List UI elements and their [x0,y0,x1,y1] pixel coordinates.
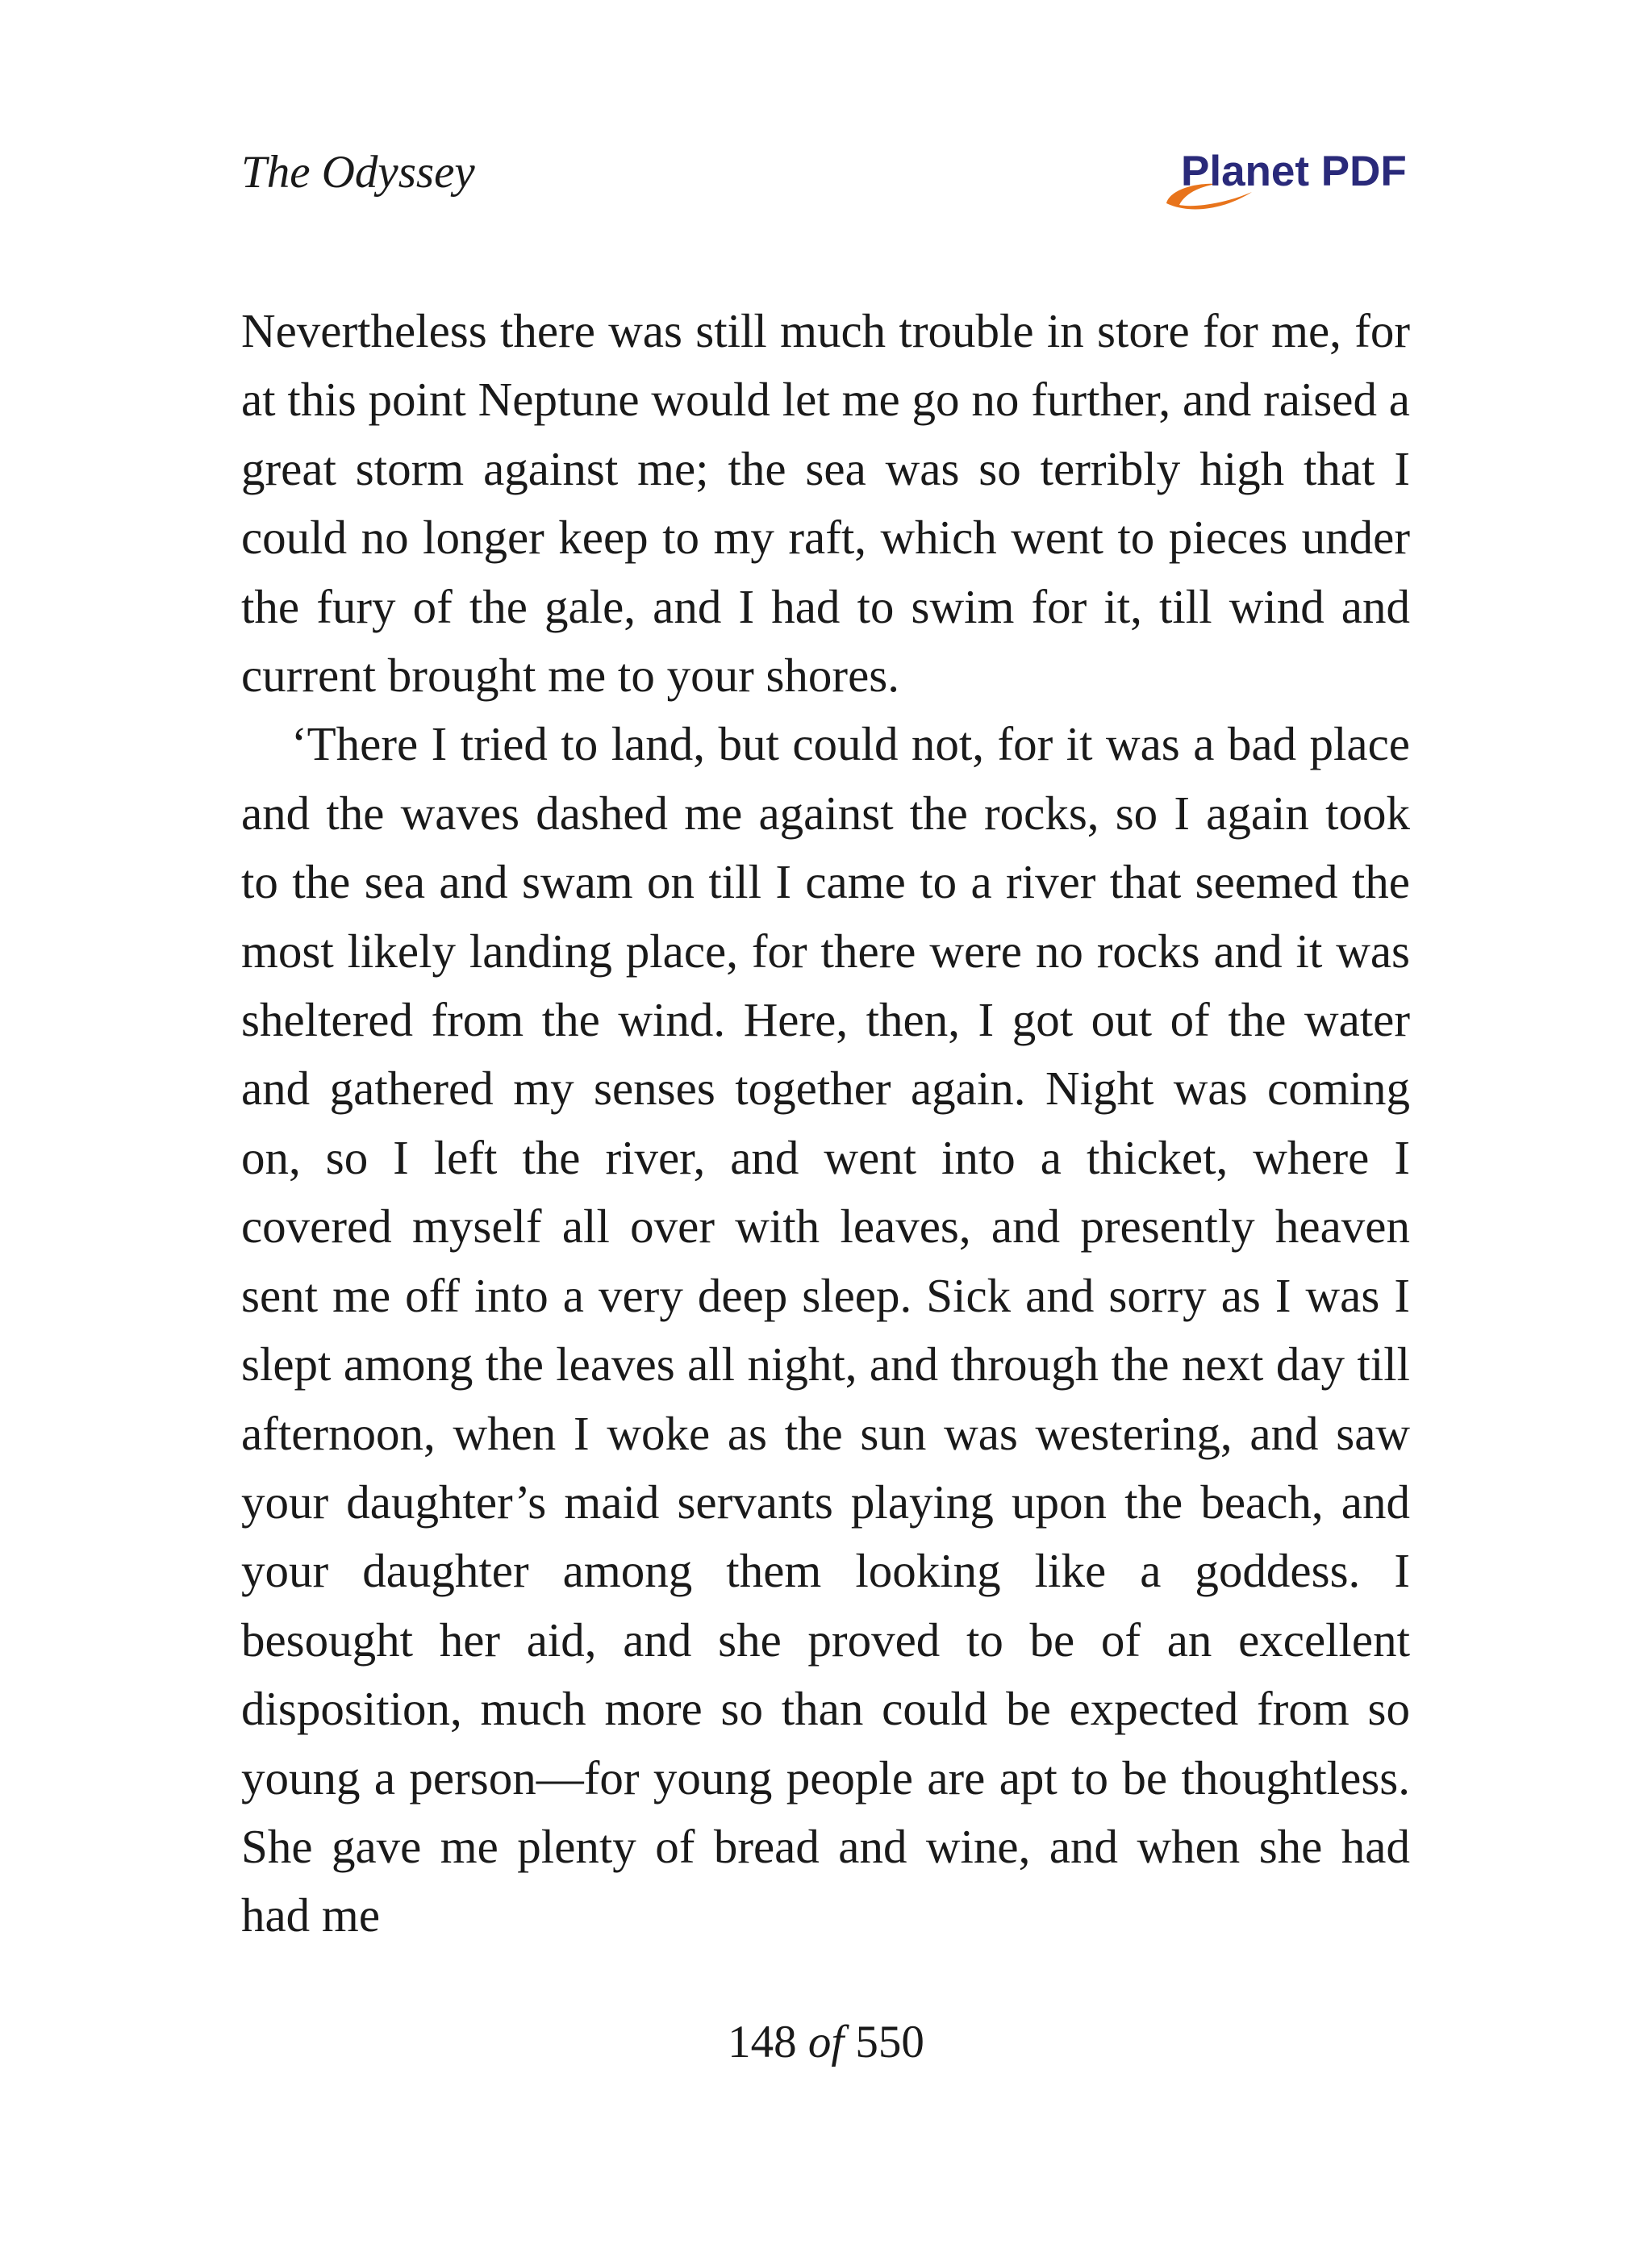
paragraph-2: ‘There I tried to land, but could not, for it was a bad place and the waves dashed me against the rocks, so I again took to the sea and swam on till I came to a river that seemed the most likely landing place, for there were no rocks and it was sheltered from the wind. Here, then, I got out of the water and gathered my senses together again. Night was coming on, so I left the river, and went into a thicket, where I covered myself all over with leaves, and presently heaven sent me off into a very deep sleep. Sick and sorry as I was I slept among the leaves all night, and through the next day till afternoon, when I woke as the sun was westering, and saw your daughter’s maid servants playing upon the beach, and your daughter among them looking like a goddess. I besought her aid, and she proved to be of an excellent disposition, much more so than could be expected from so young a person—for young people are apt to be thoughtless. She gave me plenty of bread and wine, and when she had had me [241,717,1410,1942]
body-text [241,297,1410,1951]
page-of-label: of [807,2017,845,2067]
page-current: 148 [728,2017,797,2067]
running-title: The Odyssey [241,147,475,198]
planet-pdf-logo [1162,150,1412,215]
page-total: 550 [855,2017,924,2067]
logo-text: Planet PDF [1181,148,1407,195]
paragraph-1: Nevertheless there was still much trouble in store for me, for at this point Neptune would let me go no further, and raised a great storm against me; the sea was so terribly high that I could no longer keep to my raft, which went to pieces under the fury of the gale, and I had to swim for it, till wind and current brought me to your shores. [241,304,1410,703]
page-number [0,2019,1652,2065]
